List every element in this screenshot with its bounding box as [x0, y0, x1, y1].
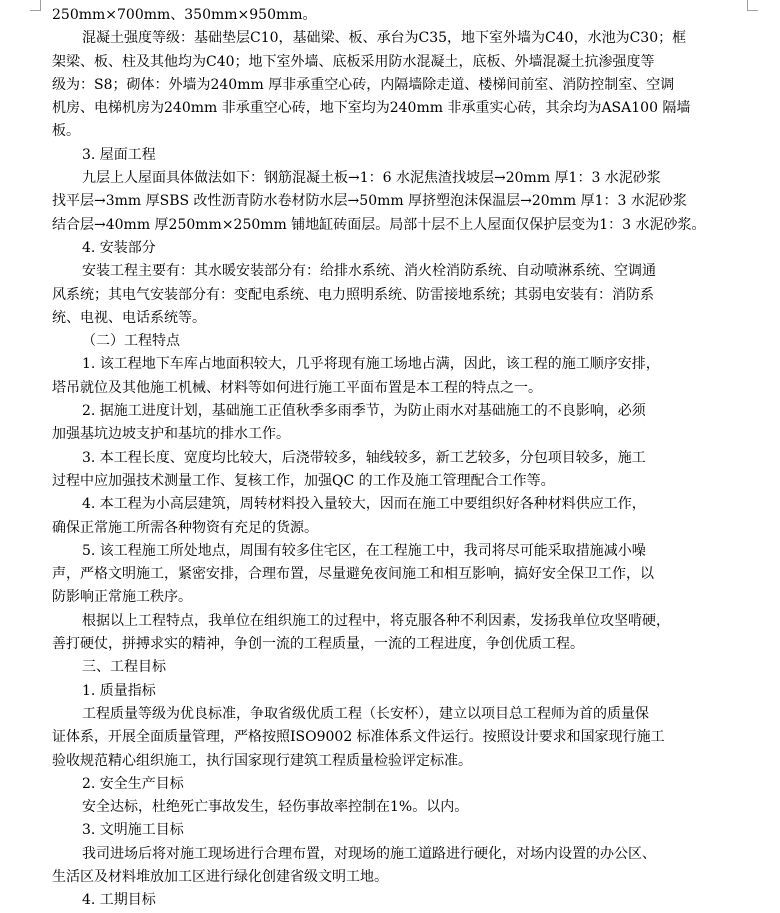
text-line: 声，严格文明施工，紧密安排，合理布置，尽量避免夜间施工和相互影响，搞好安全保卫工作，以	[52, 566, 654, 583]
text-line: 找平层→3mm 厚SBS 改性沥青防水卷材防水层→50mm 厚挤塑泡沫保温层→20mm 厚1：3 水泥砂浆	[52, 193, 687, 210]
text-line: （二）工程特点	[82, 333, 180, 350]
page-corner-mark-left	[30, 0, 41, 11]
text-line: 4. 工期目标	[82, 892, 156, 909]
text-line: 板。	[52, 123, 80, 140]
text-line: 善打硬仗，拼搏求实的精神，争创一流的工程质量，一流的工程进度，争创优质工程。	[52, 636, 584, 653]
text-line: 机房、电梯机房为240mm 非承重空心砖，地下室均为240mm 非承重实心砖，其余均为ASA100 隔墙	[52, 100, 691, 117]
text-line: 验收规范精心组织施工，执行国家现行建筑工程质量检验评定标准。	[52, 752, 472, 769]
text-line: 4. 安装部分	[82, 239, 156, 256]
text-line: 安全达标，杜绝死亡事故发生，轻伤事故率控制在1%。以内。	[82, 799, 469, 816]
text-line: 架梁、板、柱及其他均为C40；地下室外墙、底板采用防水混凝土，底板、外墙混凝土抗渗强度等	[52, 53, 655, 70]
text-line: 混凝土强度等级：基础垫层C10，基础梁、板、承台为C35，地下室外墙为C40，水池为C30；框	[82, 30, 687, 47]
text-line: 三、工程目标	[82, 659, 166, 676]
text-line: 工程质量等级为优良标准，争取省级优质工程（长安杯），建立以项目总工程师为首的质量保	[82, 705, 649, 722]
text-line: 证体系，开展全面质量管理，严格按照ISO9002 标准体系文件运行。按照设计要求和国家现行施工	[52, 729, 665, 746]
text-line: 过程中应加强技术测量工作、复核工作，加强QC 的工作及施工管理配合工作等。	[52, 472, 555, 489]
text-line: 九层上人屋面具体做法如下：钢筋混凝土板→1：6 水泥焦渣找坡层→20mm 厚1：3 水泥砂浆	[82, 170, 661, 187]
text-line: 根据以上工程特点，我单位在组织施工的过程中，将克服各种不利因素，发扬我单位攻坚啃硬，	[82, 612, 670, 629]
text-line: 2. 据施工进度计划，基础施工正值秋季多雨季节，为防止雨水对基础施工的不良影响，必须	[82, 403, 646, 420]
text-line: 塔吊就位及其他施工机械、材料等如何进行施工平面布置是本工程的特点之一。	[52, 379, 542, 396]
text-line: 2. 安全生产目标	[82, 775, 184, 792]
text-line: 加强基坑边坡支护和基坑的排水工作。	[52, 426, 290, 443]
document-body	[52, 4, 742, 913]
text-line: 3. 本工程长度、宽度均比较大，后浇带较多，轴线较多，新工艺较多，分包项目较多，施工	[82, 449, 646, 466]
text-line: 级为：S8；砌体：外墙为240mm 厚非承重空心砖，内隔墙除走道、楼梯间前室、消防控制室、空调	[52, 76, 675, 93]
text-line: 结合层→40mm 厚250mm×250mm 铺地缸砖面层。局部十层不上人屋面仅保护层变为1：3 水泥砂浆。	[52, 216, 706, 233]
text-line: 3. 文明施工目标	[82, 822, 184, 839]
text-line: 250mm×700mm、350mm×950mm。	[52, 7, 317, 23]
text-line: 生活区及材料堆放加工区进行绿化创建省级文明工地。	[52, 868, 388, 885]
text-line: 5. 该工程施工所处地点，周围有较多住宅区，在工程施工中，我司将尽可能采取措施减小噪	[82, 542, 646, 559]
text-line: 风系统；其电气安装部分有：变配电系统、电力照明系统、防雷接地系统；其弱电安装有：消防系	[52, 286, 654, 303]
text-line: 1. 该工程地下车库占地面积较大，几乎将现有施工场地占满，因此，该工程的施工顺序安排，	[82, 356, 660, 373]
text-line: 我司进场后将对施工现场进行合理布置，对现场的施工道路进行硬化，对场内设置的办公区、	[82, 845, 656, 862]
text-line: 防影响正常施工秩序。	[52, 589, 192, 606]
text-line: 安装工程主要有：其水暖安装部分有：给排水系统、消火栓消防系统、自动喷淋系统、空调通	[82, 263, 656, 280]
text-line: 1. 质量指标	[82, 682, 156, 699]
text-line: 统、电视、电话系统等。	[52, 309, 206, 326]
page-corner-mark-right	[747, 0, 758, 11]
text-line: 4. 本工程为小高层建筑，周转材料投入量较大，因而在施工中要组织好各种材料供应工作，	[82, 496, 646, 513]
text-line: 3. 屋面工程	[82, 146, 156, 163]
text-line: 确保正常施工所需各种物资有充足的货源。	[52, 519, 318, 536]
